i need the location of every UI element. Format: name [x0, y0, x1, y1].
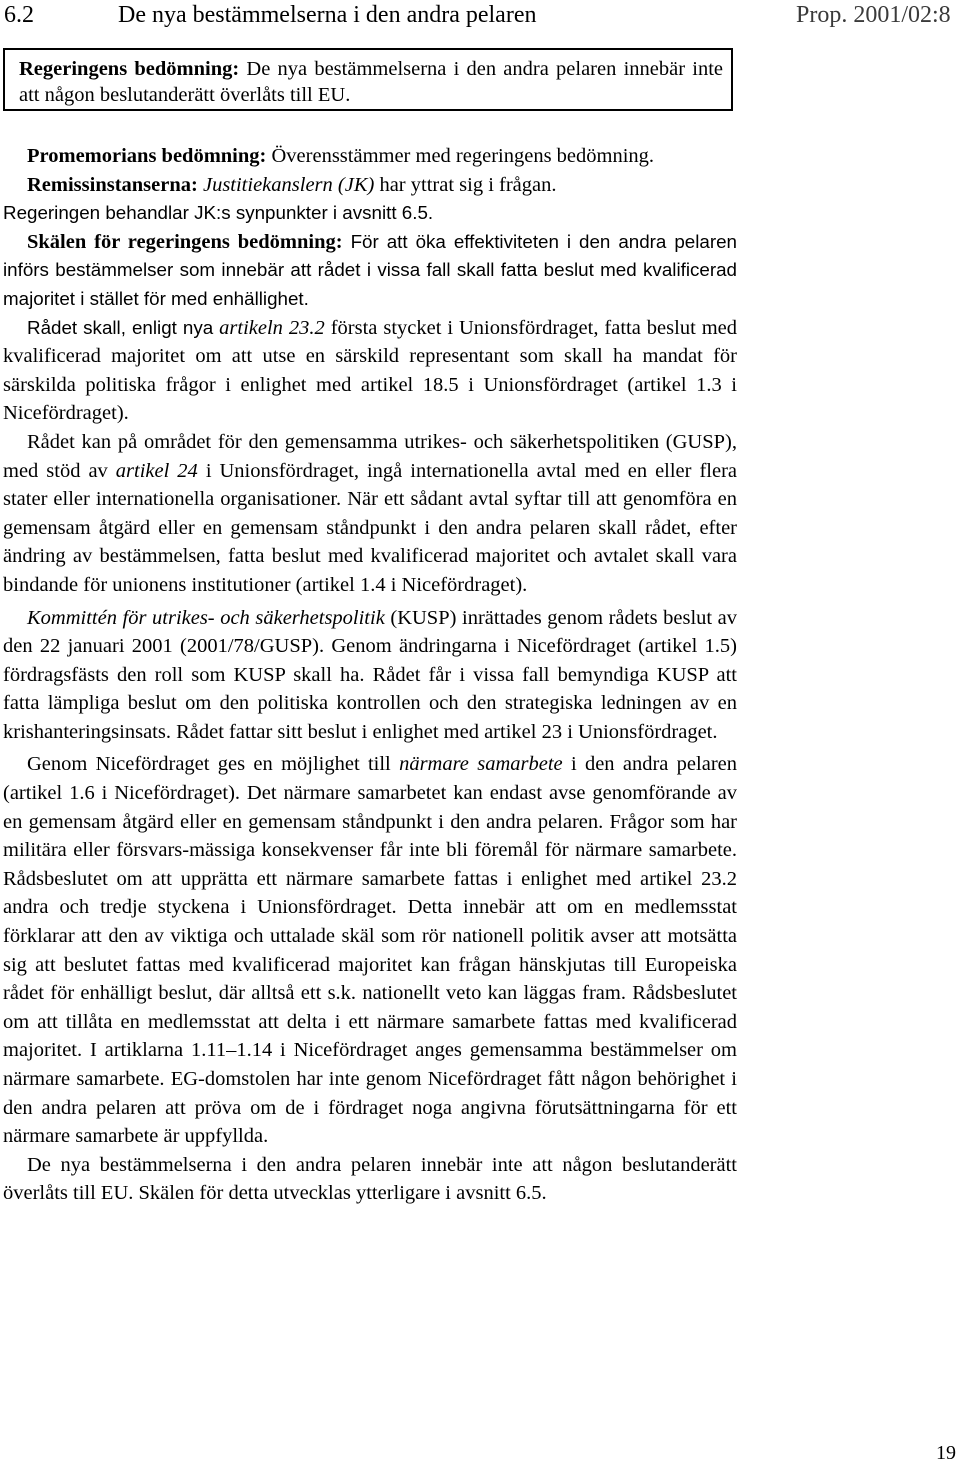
paragraph-3-rest: (KUSP) inrättades genom rådets beslut av den 22 januari 2001 (2001/78/GUSP). Genom ändringarna i Nicefördraget (artikel 1.5) fördragsfästs den roll som KUSP skall ha. Rådet får i vissa fall bemyndiga KUSP att fatta lämpliga beslut om den politiska kontrollen och den strategiska ledningen av en krishanteringsinsats. Rådet fattar sitt beslut i enlighet med artikel 23 i Unionsfördraget.: [3, 606, 737, 743]
remiss-text: har yttrat sig i frågan.: [379, 173, 557, 196]
paragraph-2-italic: artikel 24: [115, 459, 198, 482]
section-title: De nya bestämmelserna i den andra pelaren: [118, 2, 537, 28]
regeringen-line: [3, 199, 737, 228]
paragraph-1: [3, 314, 737, 428]
regeringen-line-text: Regeringen behandlar JK:s synpunkter i avsnitt 6.5.: [3, 202, 434, 224]
assessment-text: De nya bestämmelserna i den andra pelaren innebär inte att någon beslutanderätt överlåts till EU.: [19, 58, 723, 106]
assessment-label: Regeringens bedömning:: [19, 58, 240, 80]
section-number: 6.2: [4, 2, 34, 28]
paragraph-4-start: Genom Nicefördraget ges en möjlighet till: [27, 753, 391, 776]
paragraph-2-rest: i Unionsfördraget, ingå internationella avtal med en eller flera stater eller internationella organisationer. När ett sådant avtal syftar till att genomföra en gemensam åtgärd eller en gemensam ståndpunkt i den andra pelaren skall rådet, efter ändring av bestämmelsen, fatta beslut med kvalificerad majoritet och avtalet skall vara bindande för unionens institutioner (artikel 1.4 i Nicefördraget).: [3, 459, 738, 596]
paragraph-1-rest: första stycket i Unionsfördraget, fatta beslut med kvalificerad majoritet om att utse en särskild representant som skall ha mandat för särskilda politiska frågor i enlighet med artikel 18.5 i Unionsfördraget (artikel 1.3 i Nicefördraget).: [3, 316, 738, 425]
remiss-paragraph: [3, 171, 737, 200]
paragraph-5: [3, 1151, 737, 1208]
memo-text: Överensstämmer med regeringens bedömning.: [271, 145, 655, 167]
remiss-label: Remissinstanserna:: [27, 173, 198, 196]
page-header: [0, 0, 960, 34]
paragraph-4-rest: i den andra pelaren (artikel 1.6 i Nicefördraget). Det närmare samarbetet kan endast avse genomförande av en gemensam åtgärd eller en gemensam ståndpunkt i den andra pelaren. Frågor som har militära eller försvars-mässiga konsekvenser får inte bli föremål för närmare samarbete. Rådsbeslutet om att upprätta ett närmare samarbete fattas i enlighet med artikel 23.2 andra och tredje styckena i Unionsfördraget. Detta innebär att om en medlemsstat förklarar att den av viktiga och uttalade skäl som rör nationell politik avser att motsätta sig att beslutet fattas med kvalificerad majoritet kan frågan hänskjutas till Europeiska rådet för enhälligt beslut, där alltså ett s.k. nationellt veto kan läggas fram. Rådsbeslutet om att tillåta en medlemsstat att delta i ett närmare samarbete fattas med kvalificerad majoritet. I artiklarna 1.11–1.14 i Nicefördraget anges gemensamma bestämmelser om närmare samarbete. EG-domstolen har inte genom Nicefördraget fått någon behörighet i den andra pelaren att pröva om de i fördraget noga angivna förutsättningarna för ett närmare samarbete är uppfyllda.: [3, 753, 737, 1148]
page-number: 19: [936, 1442, 956, 1464]
document-body: [3, 142, 737, 1208]
paragraph-4: [3, 750, 737, 1150]
paragraph-1-start: Rådet skall, enligt nya: [27, 316, 214, 338]
paragraph-1-italic: artikeln 23.2: [219, 316, 325, 339]
paragraph-4-italic: närmare samarbete: [399, 753, 563, 776]
paragraph-2: [3, 428, 737, 600]
proposition-reference: Prop. 2001/02:8: [796, 2, 951, 28]
memo-paragraph: [3, 142, 737, 171]
paragraph-3-italic: Kommittén för utrikes- och säkerhetspolitik: [27, 606, 385, 629]
assessment-box: [3, 48, 733, 111]
reasons-paragraph: [3, 228, 737, 314]
paragraph-3: [3, 604, 737, 747]
paragraph-2-start: Rådet kan på området för den gemensamma utrikes- och säkerhetspolitiken (GUSP), med stöd av: [3, 430, 737, 482]
reasons-label: Skälen för regeringens bedömning:: [27, 230, 343, 253]
reasons-text: För att öka effektiviteten i den andra pelaren införs bestämmelser som innebär att rådet i vissa fall skall fatta beslut med kvalificerad majoritet i stället för med enhällighet.: [3, 230, 737, 309]
paragraph-5-text: De nya bestämmelserna i den andra pelaren innebär inte att någon beslutanderätt överlåts till EU. Skälen för detta utvecklas ytterligare i avsnitt 6.5.: [3, 1153, 737, 1205]
memo-label: Promemorians bedömning:: [27, 145, 267, 167]
remiss-italic: Justitiekanslern (JK): [202, 173, 375, 196]
